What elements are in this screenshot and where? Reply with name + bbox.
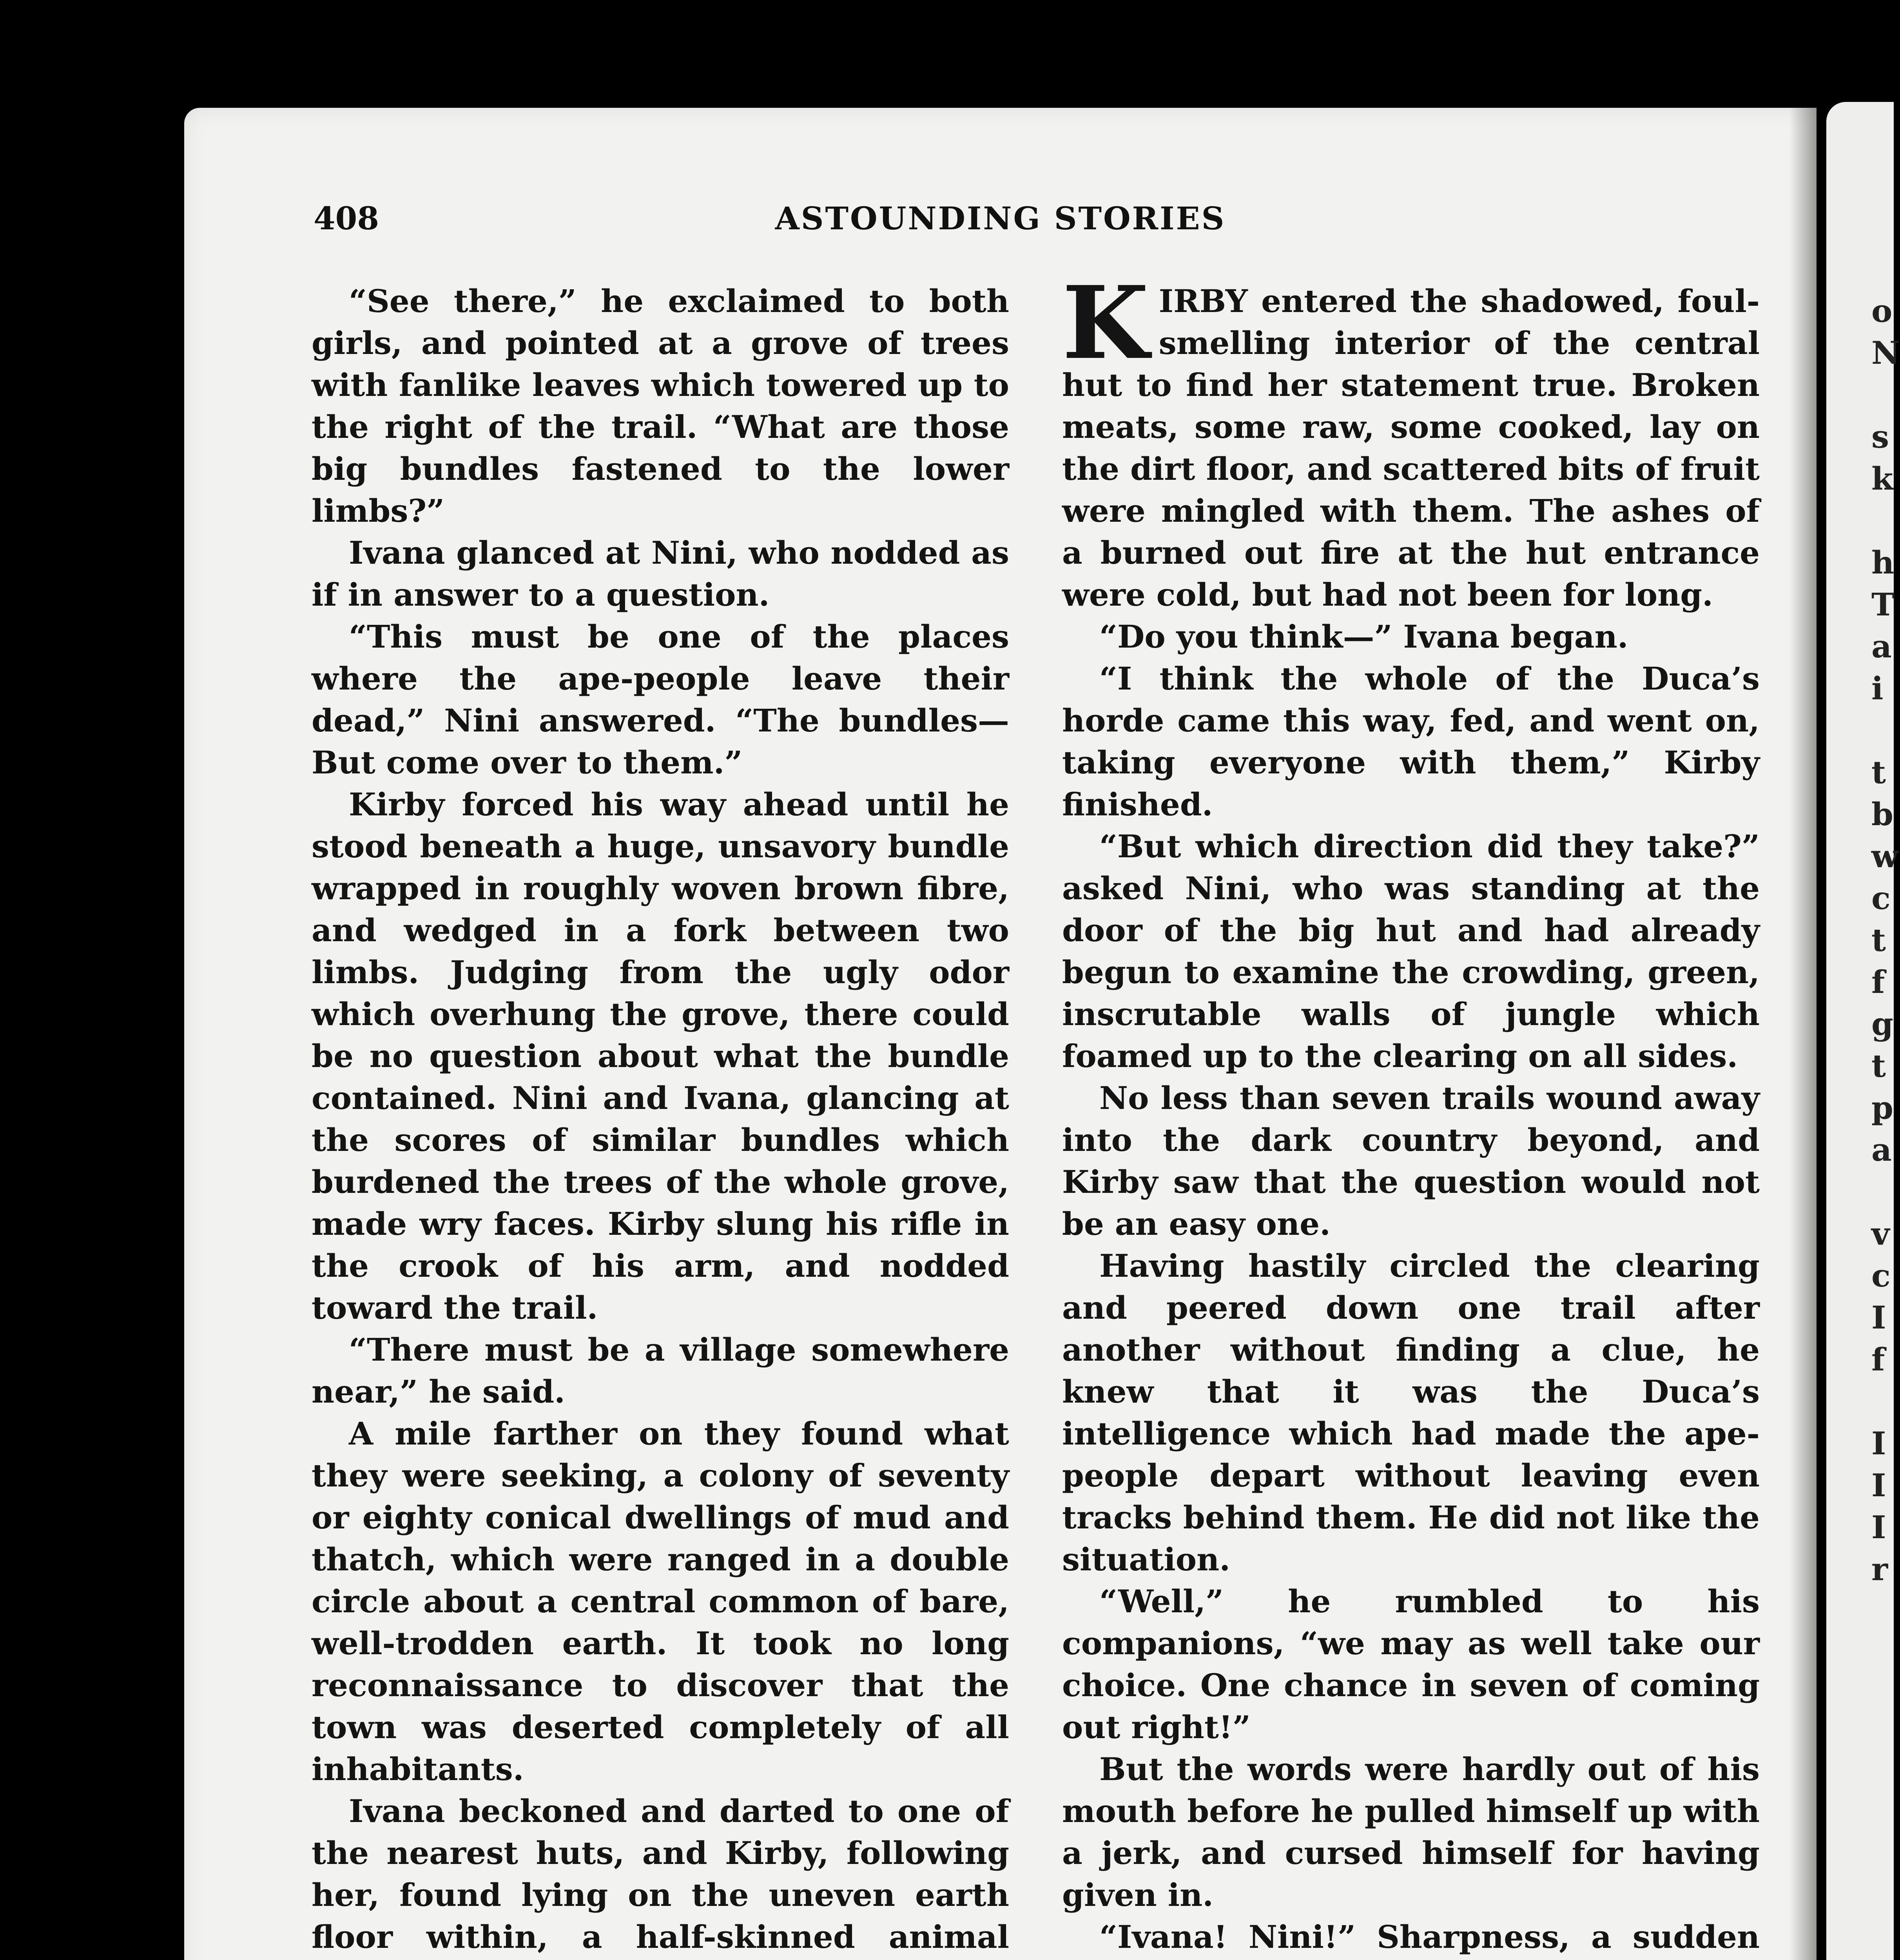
facing-page-letter [1871,710,1900,751]
paragraph: “Ivana! Nini!” Sharpness, a sudden [1099,1918,1760,1955]
facing-page-letter: o [1871,292,1893,329]
paragraph: A mile farther on they found what they were seeking, a colony of seventy or eighty conical dwellings of mud and thatch, which were ranged in a double circle about a central common of bare, well-trodden earth. It took no long reconnaissance to discover that the town was deserted completely of all inhabitants. [312,1415,1009,1788]
facing-page-letter: i [1871,670,1884,707]
facing-page-letter: t [1871,922,1886,958]
facing-page-letter: f [1871,1341,1885,1378]
running-head: ASTOUNDING STORIES [775,200,1226,237]
paragraph: But the words were hardly out of his mouth before he pulled himself up with a jerk, and cursed himself for having given in. [1062,1751,1760,1913]
page-gutter-shadow [1789,108,1817,1960]
paragraph: “Well,” he rumbled to his companions, “we may as well take our choice. One chance in seven of coming out right!” [1062,1583,1760,1746]
paragraph: Kirby forced his way ahead until he stood beneath a huge, unsavory bundle wrapped in roughly woven brown fibre, and wedged in a fork between two limbs. Judging from the ugly odor which overhung the grove, there could be no question about what the bundle contained. Nini and Ivana, glancing at the scores of similar bundles which burdened the trees of the whole grove, made wry faces. Kirby slung his rifle in the crook of his arm, and nodded toward the trail. [312,786,1009,1326]
facing-page-letter [1871,1171,1900,1213]
facing-page-letter: f [1871,964,1885,1000]
facing-page-letter: p [1871,1089,1893,1126]
paragraph: “But which direction did they take?” asked Nini, who was standing at the door of the big hut and had already begun to examine the crowding, green, inscrutable walls of jungle which foamed up to the clearing on all sides. [1062,828,1760,1074]
facing-page-letter: t [1871,1047,1886,1084]
paragraph: Ivana glanced at Nini, who nodded as if in answer to a question. [312,534,1009,613]
facing-page-letter: T [1871,586,1895,623]
paragraph: No less than seven trails wound away into the dark country beyond, and Kirby saw that the question would not be an easy one. [1062,1080,1760,1242]
facing-page-letter: w [1871,838,1898,875]
facing-page-letter: k [1871,460,1893,497]
facing-page-letter: I [1871,1509,1886,1546]
facing-page-letter: c [1871,1257,1891,1294]
facing-page-letter: b [1871,796,1893,833]
paragraph: “This must be one of the places where the ape-people leave their dead,” Nini answered. “The bundles— But come over to them.” [312,618,1009,781]
facing-page-letter: v [1871,1215,1890,1252]
facing-page-letter [1871,374,1900,416]
facing-page-edge [1826,102,1900,1960]
paragraph: “I think the whole of the Duca’s horde came this way, fed, and went on, taking everyone with them,” Kirby finished. [1062,660,1760,823]
paragraph: “There must be a village somewhere near,” he said. [312,1331,1009,1410]
paragraph: Ivana beckoned and darted to one of the nearest huts, and Kirby, following her, found lying on the uneven earth floor within, a half-skinned animal [312,1793,1009,1955]
facing-page-letter: t [1871,754,1886,791]
paragraph: “Do you think—” Ivana began. [1099,618,1628,655]
facing-page-letter: s [1871,418,1889,455]
right-column [1062,265,1760,1960]
facing-page-letter: I [1871,1425,1886,1462]
drop-cap: K [1062,265,1149,382]
section-opening-paragraph [1062,265,1760,616]
facing-page-letter: I [1871,1299,1886,1336]
book-page [184,108,1817,1960]
opening-text: IRBY entered the shadowed, foul-smelling interior of the central hut to find her statement true. Broken meats, some raw, some cooked, lay on the dirt floor, and scattered bits of fruit were mingled with them. The ashes of a burned out fire at the hut entrance were cold, but had not been for long. [1062,283,1760,613]
facing-page-letter: I [1871,1467,1886,1504]
facing-page-letter: h [1871,544,1895,581]
left-column [312,280,1009,1960]
facing-page-letter: r [1871,1551,1888,1588]
facing-page-fragments [1871,290,1900,1590]
page-number: 408 [314,200,379,237]
facing-page-letter [1871,1381,1900,1423]
paragraph: “See there,” he exclaimed to both girls, and pointed at a grove of trees with fanlike leaves which towered up to the right of the trail. “What are those big bundles fastened to the lower limbs?” [312,283,1009,529]
paragraph: Having hastily circled the clearing and peered down one trail after another without finding a clue, he knew that it was the Duca’s intelligence which had made the ape-people depart without leaving even tracks behind them. He did not like the situation. [1062,1247,1760,1578]
facing-page-letter [1871,500,1900,542]
facing-page-letter: a [1871,1131,1892,1168]
facing-page-letter: c [1871,880,1891,916]
facing-page-letter: g [1871,1005,1893,1042]
facing-page-letter: N [1871,334,1900,371]
facing-page-letter: a [1871,628,1892,665]
